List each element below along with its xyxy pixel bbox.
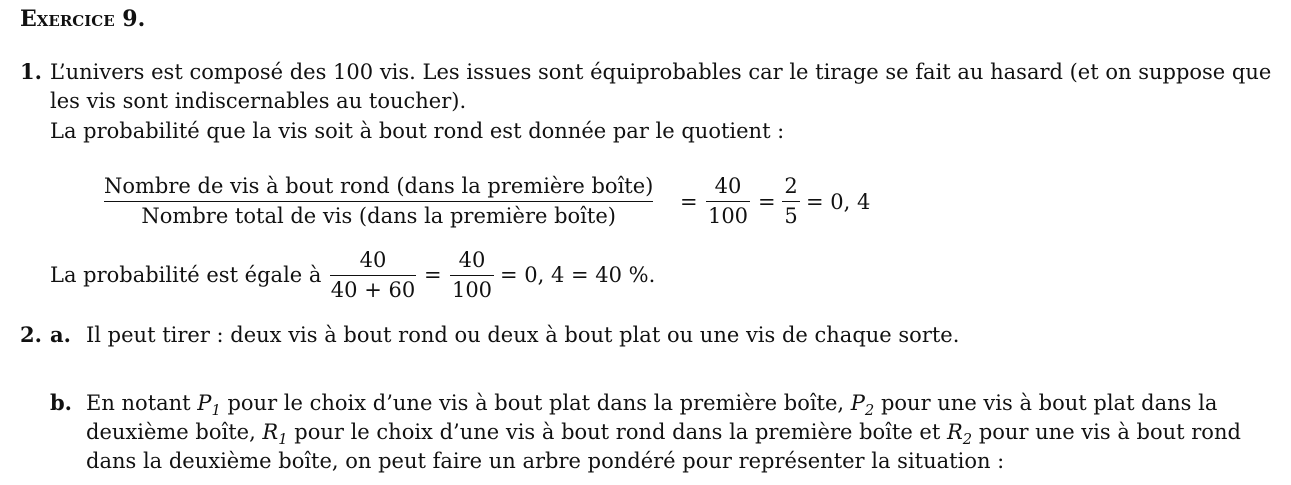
equals-sign: = [758, 190, 776, 214]
equals-sign: = [680, 190, 698, 214]
part-b-line-3: dans la deuxième boîte, on peut faire un arbre pondéré pour représenter la situation : [86, 449, 1005, 473]
variable-letter: P [197, 391, 212, 415]
exercise-title: Exercice 9. [20, 6, 146, 32]
fraction-2-5 [782, 174, 800, 228]
fraction-40-100 [450, 248, 494, 302]
part-b-label: b. [50, 390, 72, 415]
variable-subscript: 2 [962, 431, 973, 449]
fraction-numerator: 40 [458, 248, 486, 272]
fraction-bar [782, 201, 800, 202]
variable-letter: R [262, 420, 279, 444]
variable-subscript: 1 [211, 402, 221, 420]
text-segment: pour le choix d’une vis à bout plat dans la première boîte, [220, 391, 851, 415]
fraction-bar [104, 201, 653, 202]
variable-letter: R [946, 420, 963, 444]
fraction-denominator: 100 [707, 204, 749, 228]
text-segment: deuxième boîte, [86, 420, 263, 444]
fraction-bar [330, 275, 416, 276]
q1-text-line-2: les vis sont indiscernables au toucher). [50, 89, 467, 113]
text-segment: pour une vis à bout plat dans la [874, 391, 1218, 415]
variable-R2 [946, 420, 973, 449]
part-b-line-2 [86, 418, 1241, 447]
fraction-numerator: Nombre de vis à bout rond (dans la première boîte) [104, 174, 654, 198]
equation-result: = 0, 4 = 40 %. [500, 263, 656, 287]
part-a-label: a. [50, 322, 71, 347]
fraction-numerator: 2 [784, 174, 798, 198]
fraction-numerator: 40 [714, 174, 742, 198]
variable-subscript: 1 [278, 431, 288, 449]
part-b-line-1 [86, 389, 1217, 418]
equals-sign: = [424, 263, 442, 287]
fraction-40-100 [706, 174, 750, 228]
variable-subscript: 2 [864, 402, 875, 420]
fraction-denominator: 40 + 60 [330, 278, 416, 302]
text-segment: pour le choix d’une vis à bout rond dans la première boîte et [287, 420, 947, 444]
q1-text-line-3: La probabilité que la vis soit à bout rond est donnée par le quotient : [50, 119, 785, 143]
fraction-denominator: Nombre total de vis (dans la première boîte) [141, 204, 616, 228]
probability-statement: La probabilité est égale à [50, 263, 322, 287]
q1-text-line-1: L’univers est composé des 100 vis. Les issues sont équiprobables car le tirage se fait au hasard (et on suppose que [50, 60, 1272, 84]
equation-result: = 0, 4 [806, 190, 871, 214]
variable-P1 [197, 391, 221, 420]
fraction-bar [450, 275, 494, 276]
text-segment: En notant [86, 391, 198, 415]
variable-P2 [850, 391, 875, 420]
question-1-number: 1. [20, 59, 42, 84]
fraction-numerator: 40 [359, 248, 387, 272]
fraction-denominator: 5 [784, 204, 798, 228]
text-segment: pour une vis à bout rond [972, 420, 1241, 444]
question-2-number: 2. [20, 322, 42, 347]
variable-R1 [262, 420, 288, 449]
fraction-40-over-40plus60 [330, 248, 416, 302]
fraction-denominator: 100 [451, 278, 493, 302]
variable-letter: P [850, 391, 865, 415]
fraction-bar [706, 201, 750, 202]
fraction-description [104, 174, 653, 228]
part-a-text: Il peut tirer : deux vis à bout rond ou deux à bout plat ou une vis de chaque sorte. [86, 323, 960, 347]
